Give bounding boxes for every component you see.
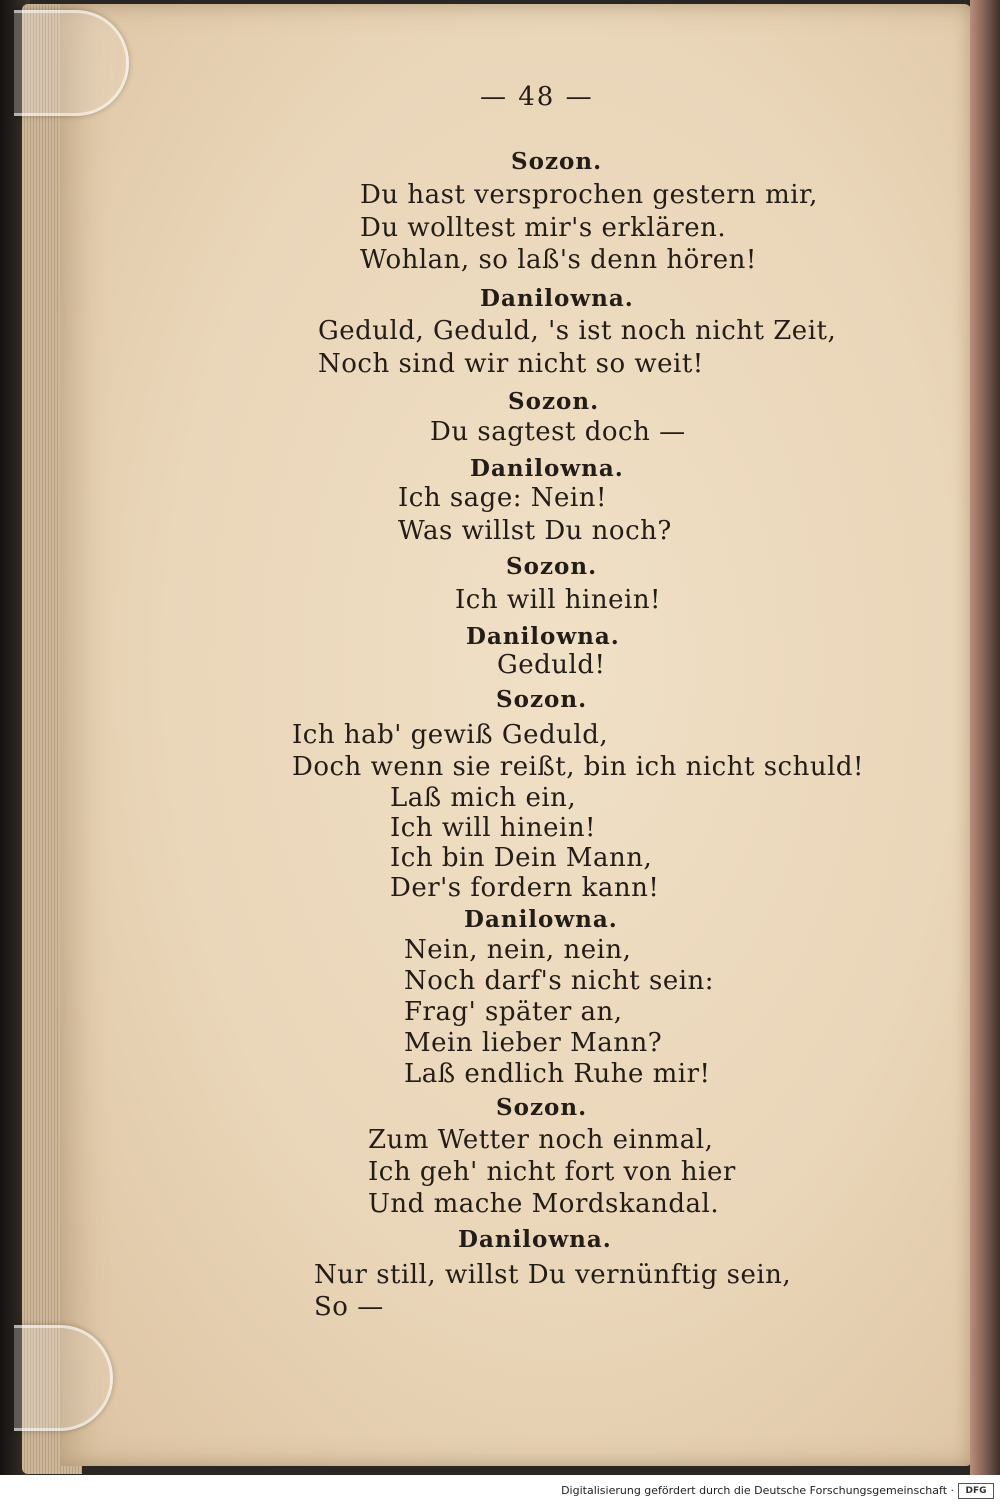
verse-line: Du sagtest doch —: [430, 417, 686, 447]
verse-line: Ich geh' nicht fort von hier: [368, 1157, 736, 1187]
verse-line: Du hast versprochen gestern mir,: [360, 180, 818, 210]
verse-line: Der's fordern kann!: [390, 873, 660, 903]
speaker-label: Sozon.: [506, 553, 598, 580]
verse-line: Ich bin Dein Mann,: [390, 843, 653, 873]
verse-line: Wohlan, so laß's denn hören!: [360, 245, 757, 275]
verse-line: Noch darf's nicht sein:: [404, 966, 715, 996]
speaker-label: Danilowna.: [466, 623, 620, 650]
verse-line: Zum Wetter noch einmal,: [368, 1125, 714, 1155]
speaker-label: Danilowna.: [480, 285, 634, 312]
verse-line: Du wolltest mir's erklären.: [360, 213, 727, 243]
verse-line: Frag' später an,: [404, 997, 623, 1027]
verse-line: Nur still, willst Du vernünftig sein,: [314, 1260, 792, 1290]
verse-line: Nein, nein, nein,: [404, 935, 632, 965]
speaker-label: Danilowna.: [458, 1226, 612, 1253]
speaker-label: Sozon.: [511, 148, 603, 175]
dfg-logo-icon: DFG: [958, 1483, 994, 1499]
funding-credit-text: Digitalisierung gefördert durch die Deutsche Forschungsgemeinschaft ·: [561, 1484, 954, 1497]
verse-line: Mein lieber Mann?: [404, 1028, 663, 1058]
verse-line: Was willst Du noch?: [398, 516, 672, 546]
verse-line: Laß endlich Ruhe mir!: [404, 1059, 711, 1089]
verse-line: So —: [314, 1292, 384, 1322]
verse-line: Ich hab' gewiß Geduld,: [292, 720, 609, 750]
verse-line: Noch sind wir nicht so weit!: [318, 349, 704, 379]
speaker-label: Danilowna.: [470, 455, 624, 482]
verse-line: Doch wenn sie reißt, bin ich nicht schuld!: [292, 752, 864, 782]
speaker-label: Danilowna.: [464, 906, 618, 933]
verse-line: Ich sage: Nein!: [398, 483, 607, 513]
speaker-label: Sozon.: [508, 388, 600, 415]
verse-line: Geduld!: [497, 650, 606, 680]
speaker-label: Sozon.: [496, 686, 588, 713]
verse-line: Laß mich ein,: [390, 783, 577, 813]
page-number: — 48 —: [480, 82, 594, 112]
speaker-label: Sozon.: [496, 1094, 588, 1121]
verse-line: Ich will hinein!: [455, 585, 662, 615]
verse-line: Geduld, Geduld, 's ist noch nicht Zeit,: [318, 316, 837, 346]
verse-line: Ich will hinein!: [390, 813, 597, 843]
verse-line: Und mache Mordskandal.: [368, 1189, 720, 1219]
digitization-footer: [0, 1475, 1000, 1504]
